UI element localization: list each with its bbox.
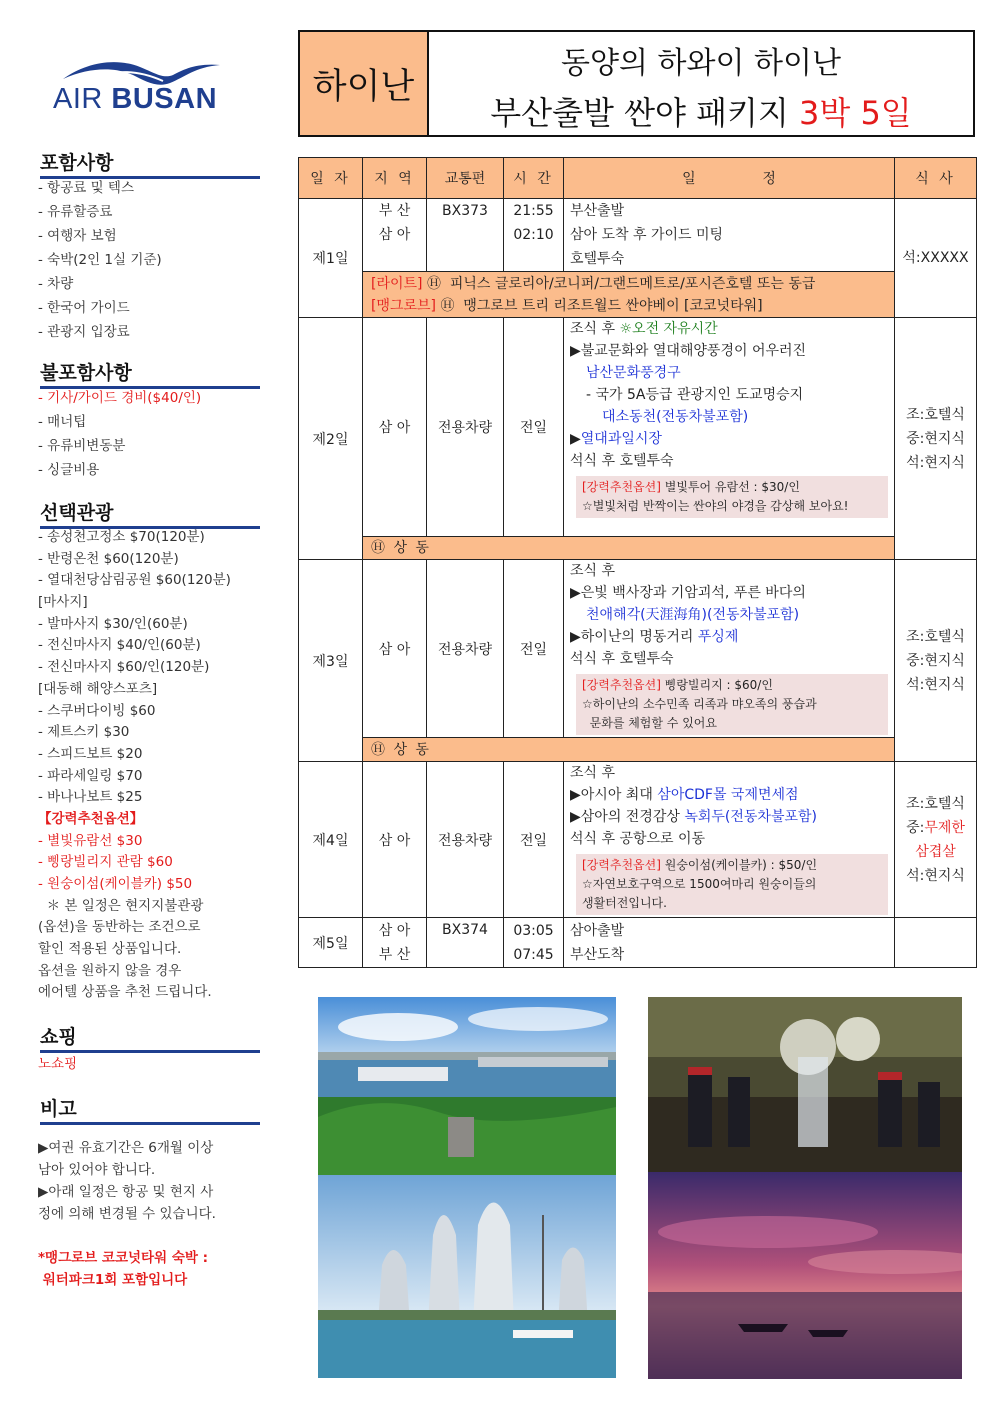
- option-tag: [강력추천옵션]: [582, 480, 661, 494]
- list-item: - 삥랑빌리지 관람 $60: [38, 854, 173, 871]
- destination-label: 하이난: [300, 32, 429, 135]
- option-tag: [강력추천옵션]: [582, 858, 661, 872]
- meal-highlight: 삼겹살: [915, 843, 956, 860]
- remarks-heading: 비고: [40, 1094, 260, 1125]
- list-item: - 스쿠버다이빙 $60: [38, 702, 156, 719]
- schedule-line: 부산도착: [570, 946, 625, 963]
- recommended-option: [576, 854, 888, 915]
- region-cell: 삼 아: [363, 318, 427, 537]
- air-busan-logo: [45, 55, 245, 125]
- meal: 조:호텔식: [906, 628, 965, 645]
- option-description: ☆하이난의 소수민족 리족과 먀오족의 풍습과: [582, 697, 817, 711]
- list-item: - 송성천고정소 $70(120분): [38, 529, 205, 545]
- meal: 중:현지식: [906, 430, 965, 447]
- schedule-cell: [564, 918, 895, 968]
- note-line: (옵션)을 동반하는 조건으로: [38, 919, 201, 936]
- photo-phoenix-island: [318, 1175, 616, 1378]
- free-time-label: 오전 자유시간: [632, 321, 718, 337]
- remark-line: ▶여권 유효기간은 6개월 이상: [38, 1140, 214, 1156]
- header-date: 일 자: [299, 158, 363, 199]
- meal-cell: [895, 318, 977, 560]
- meal: 조:호텔식: [906, 795, 965, 812]
- time: 21:55: [513, 203, 554, 219]
- attraction-name: 녹회두: [684, 809, 725, 825]
- meal: 석:현지식: [906, 454, 965, 471]
- list-item: [마사지]: [38, 594, 88, 611]
- schedule-text: ▶삼아의 전경감상: [570, 809, 685, 825]
- table-row: [299, 272, 977, 318]
- recommended-option: [576, 674, 888, 735]
- list-item: - 관광지 입장료: [38, 324, 130, 340]
- attraction-note: (전동차불포함): [724, 809, 817, 825]
- included-heading: 포함사항: [40, 148, 260, 179]
- schedule-cell: [564, 762, 895, 918]
- remark-red-line: 워터파크1회 포함입니다: [38, 1272, 188, 1288]
- list-item: - 항공료 및 텍스: [38, 180, 134, 196]
- flight-number: BX373: [442, 203, 488, 219]
- meal: 중:: [906, 819, 925, 836]
- transport-cell: 전용차량: [427, 318, 504, 537]
- list-item: - 여행자 보험: [38, 228, 117, 244]
- day-label: 제5일: [299, 918, 363, 968]
- list-item: - 숙박(2인 1실 기준): [38, 252, 162, 268]
- header-region: 지 역: [363, 158, 427, 199]
- day-label: 제2일: [299, 318, 363, 560]
- schedule-text: ▶하이난의 명동거리: [570, 629, 698, 645]
- table-header-row: [299, 158, 977, 199]
- option-tag: [강력추천옵션]: [582, 678, 661, 692]
- hotel-tag: [맹그로브]: [371, 297, 437, 314]
- hotel-cell: Ⓗ 상 동: [363, 537, 895, 560]
- option-name: 삥랑빌리지 : $60/인: [660, 678, 773, 692]
- meal: 석:현지식: [906, 867, 965, 884]
- meal-cell: [895, 918, 977, 968]
- logo-wordmark: [53, 83, 217, 116]
- schedule-line: 석식 후 호텔투숙: [570, 651, 674, 667]
- optional-tours-heading: 선택관광: [40, 498, 260, 529]
- region: 삼 아: [378, 227, 411, 243]
- list-item: [대동해 해양스포츠]: [38, 680, 158, 697]
- list-item: - 한국어 가이드: [38, 300, 130, 316]
- time-cell: 전일: [504, 318, 564, 537]
- meal: 석:현지식: [906, 676, 965, 693]
- region-cell: 삼 아: [363, 560, 427, 738]
- time: 03:05: [513, 922, 554, 939]
- list-item: - 반령온천 $60(120분): [38, 550, 179, 567]
- schedule-line: 석식 후 공항으로 이동: [570, 831, 706, 847]
- attraction-note: (전동차불포함): [707, 607, 800, 623]
- meal: 조:호텔식: [906, 406, 965, 423]
- hotel-cell: [363, 272, 895, 318]
- table-row: [299, 918, 977, 968]
- day-label: 제1일: [299, 199, 363, 318]
- schedule-cell: [564, 560, 895, 738]
- shopping-list: [38, 1052, 268, 1076]
- region-cell: [363, 199, 427, 272]
- logo-text-busan: BUSAN: [111, 83, 218, 115]
- note-line: ＊ 본 일정은 현지지불관광: [38, 897, 204, 914]
- meal-cell: [895, 560, 977, 762]
- option-description: 문화를 체험할 수 있어요: [582, 716, 717, 730]
- table-row: [299, 537, 977, 560]
- schedule-line: 조식 후: [570, 563, 616, 579]
- shopping-heading: 쇼핑: [40, 1022, 260, 1053]
- shopping-value: 노쇼핑: [38, 1056, 78, 1072]
- remark-line: 정에 의해 변경될 수 있습니다.: [38, 1206, 216, 1222]
- region-cell: [363, 918, 427, 968]
- meal: 중:현지식: [906, 652, 965, 669]
- remark-line: ▶아래 일정은 항공 및 현지 사: [38, 1184, 214, 1200]
- day-label: 제3일: [299, 560, 363, 762]
- list-item: - 원숭이섬(케이블카) $50: [38, 876, 193, 892]
- list-item: - 바나나보트 $25: [38, 789, 143, 806]
- remark-red-line: *맹그로브 코코넛타워 숙박 :: [38, 1250, 209, 1266]
- remark-line: 남아 있어야 합니다.: [38, 1162, 156, 1178]
- title-package: 부산출발 싼야 패키지: [490, 94, 789, 132]
- schedule-line: 조식 후: [570, 765, 616, 781]
- photo-water-festival: [648, 997, 962, 1172]
- list-item: - 발마사지 $30/인(60분): [38, 615, 188, 632]
- list-item: - 파라세일링 $70: [38, 767, 143, 784]
- included-list: [38, 176, 268, 344]
- list-item: - 매너팁: [38, 414, 87, 430]
- header-time: 시 간: [504, 158, 564, 199]
- schedule-line: 석식 후 호텔투숙: [570, 453, 674, 469]
- logo-text-air: AIR: [53, 83, 103, 115]
- transport-cell: 전용차량: [427, 762, 504, 918]
- flight-number: BX374: [442, 922, 488, 938]
- title-line-2: [429, 88, 973, 134]
- title-box: [298, 30, 975, 137]
- schedule-text: 조식 후: [570, 321, 620, 337]
- photo-sunset-sea: [648, 1172, 962, 1379]
- note-line: 옵션을 원하지 않을 경우: [38, 962, 182, 979]
- time: 07:45: [513, 946, 554, 963]
- time-cell: 전일: [504, 560, 564, 738]
- transport-cell: [427, 199, 504, 272]
- time-cell: [504, 199, 564, 272]
- schedule-text: ▶아시아 최대: [570, 787, 658, 803]
- option-name: 별빛투어 유람선 : $30/인: [660, 480, 800, 494]
- strong-option-title: 【강력추천옵션】: [38, 810, 144, 827]
- sun-icon: ☼: [619, 321, 633, 337]
- table-row: [299, 762, 977, 918]
- region: 부 산: [378, 946, 411, 963]
- header-transport: 교통편: [427, 158, 504, 199]
- schedule-line: ▶은빛 백사장과 기암괴석, 푸른 바다의: [570, 585, 806, 601]
- attraction-note: (전동차불포함): [656, 409, 749, 425]
- photo-sanya-bay: [318, 997, 616, 1175]
- optional-tours-list: [38, 527, 268, 1004]
- list-item: - 별빛유람선 $30: [38, 832, 143, 849]
- header-schedule: 일 정: [564, 158, 895, 199]
- note-line: 에어텔 상품을 추천 드립니다.: [38, 984, 212, 1001]
- schedule-line: 삼아출발: [570, 922, 625, 939]
- list-item: - 차량: [38, 276, 74, 292]
- attraction-name: 남산문화풍경구: [586, 365, 681, 381]
- schedule-line: - 국가 5A등급 관광지인 도교명승지: [586, 387, 804, 403]
- hotel-name: Ⓗ 맹그로브 트리 리조트월드 싼야베이 [코코넛타워]: [436, 297, 763, 314]
- list-item: - 유류할증료: [38, 204, 113, 220]
- schedule-line: 호텔투숙: [570, 251, 625, 267]
- list-item: - 전신마사지 $40/인(60분): [38, 637, 201, 654]
- list-item: - 싱글비용: [38, 462, 100, 478]
- bullet: ▶: [570, 431, 581, 447]
- option-description: ☆자연보호구역으로 1500여마리 원숭이들의: [582, 877, 817, 891]
- time-cell: 전일: [504, 762, 564, 918]
- schedule-line: ▶불교문화와 열대해양풍경이 어우러진: [570, 343, 807, 359]
- region: 삼 아: [378, 922, 411, 939]
- option-description: ☆별빛처럼 반짝이는 싼야의 야경을 감상해 보아요!: [582, 499, 849, 513]
- title-duration: 3박 5일: [799, 94, 912, 132]
- list-item: - 열대천당삼림공원 $60(120분): [38, 572, 231, 589]
- schedule-line: 부산출발: [570, 203, 625, 219]
- remarks-text: [38, 1137, 263, 1291]
- attraction-name: 푸싱제: [697, 629, 739, 645]
- table-row: [299, 560, 977, 738]
- excluded-list: [38, 386, 268, 482]
- hotel-cell: Ⓗ 상 동: [363, 738, 895, 762]
- table-row: [299, 318, 977, 537]
- hotel-name: Ⓗ 피닉스 글로리아/코니퍼/그랜드메트로/포시즌호텔 또는 동급: [422, 275, 816, 292]
- note-line: 할인 적용된 상품입니다.: [38, 941, 182, 958]
- hotel-tag: [라이트]: [371, 275, 423, 292]
- itinerary-table: [298, 157, 977, 968]
- option-name: 원숭이섬(케이블카) : $50/인: [660, 858, 818, 872]
- region: 부 산: [378, 203, 411, 219]
- transport-cell: [427, 918, 504, 968]
- region-cell: 삼 아: [363, 762, 427, 918]
- meal-cell: [895, 762, 977, 918]
- meal-highlight: 무제한: [924, 819, 965, 836]
- meal-cell: 석:XXXXX: [895, 199, 977, 318]
- schedule-cell: [564, 199, 895, 272]
- table-row: [299, 199, 977, 272]
- list-item: - 기사/가이드 경비($40/인): [38, 390, 202, 406]
- title-line-1: 동양의 하와이 하이난: [561, 46, 841, 81]
- attraction-name: 대소동천: [602, 409, 657, 425]
- list-item: - 유류비변동분: [38, 438, 126, 454]
- attraction-name: 열대과일시장: [580, 431, 662, 447]
- table-row: [299, 738, 977, 762]
- excluded-heading: 불포함사항: [40, 358, 260, 389]
- title-text: [429, 32, 973, 135]
- recommended-option: [576, 476, 888, 518]
- attraction-name: 천애해각(天涯海角): [586, 607, 708, 623]
- option-description: 생활터전입니다.: [582, 896, 667, 910]
- day-label: 제4일: [299, 762, 363, 918]
- schedule-cell: [564, 318, 895, 537]
- list-item: - 스피드보트 $20: [38, 745, 143, 762]
- list-item: - 제트스키 $30: [38, 724, 130, 741]
- list-item: - 전신마사지 $60/인(120분): [38, 659, 210, 676]
- attraction-name: 삼아CDF몰 국제면세점: [657, 787, 799, 803]
- time: 02:10: [513, 227, 554, 243]
- transport-cell: 전용차량: [427, 560, 504, 738]
- time-cell: [504, 918, 564, 968]
- header-meal: 식 사: [895, 158, 977, 199]
- schedule-line: 삼아 도착 후 가이드 미팅: [570, 227, 724, 243]
